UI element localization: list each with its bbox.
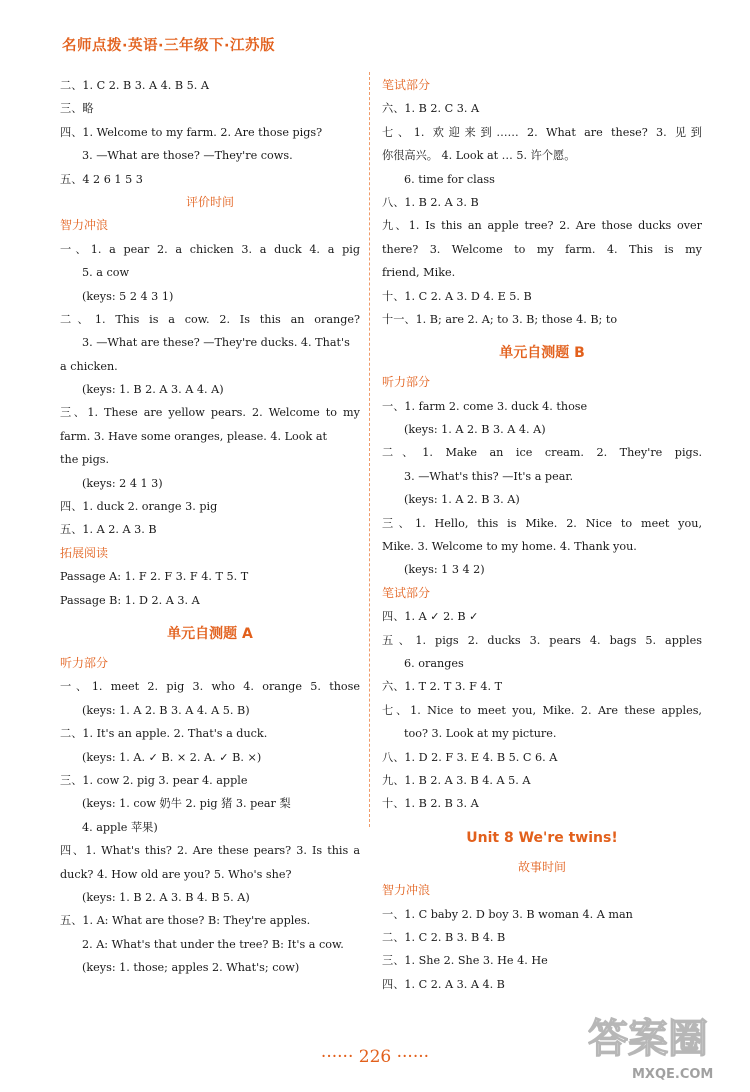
answer-line: 三、1. She 2. She 3. He 4. He — [382, 954, 548, 968]
answer-line: 十一、1. B; are 2. A; to 3. B; those 4. B; to — [382, 312, 618, 326]
answer-line: 二、1. It's an apple. 2. That's a duck. — [60, 727, 268, 741]
column-divider — [369, 72, 370, 827]
subsection-label: 笔试部分 — [382, 78, 431, 92]
answer-line: 2. A: What's that under the tree? B: It's a cow. — [82, 937, 344, 951]
answer-line: 二、1. Make an ice cream. 2. They're pigs. — [382, 446, 702, 460]
answer-line: 3. —What's this? —It's a pear. — [404, 469, 574, 483]
unit-section-heading: Unit 8 We're twins! — [466, 829, 618, 846]
answer-line: too? 3. Look at my picture. — [404, 727, 557, 741]
right-answer-column — [382, 74, 702, 996]
subsection-label: 拓展阅读 — [60, 545, 109, 560]
answer-line: there? 3. Welcome to my farm. 4. This is my — [382, 242, 702, 256]
answer-line: 一、1. a pear 2. a chicken 3. a duck 4. a pig — [60, 242, 360, 256]
answer-line: 四、1. duck 2. orange 3. pig — [60, 500, 218, 514]
answer-line: 6. time for class — [404, 172, 495, 186]
answer-line: 五、1. A: What are those? B: They're apples. — [60, 914, 311, 928]
answer-line: (keys: 1. A 2. B 3. A 4. A) — [404, 423, 546, 437]
subsection-label: 智力冲浪 — [382, 883, 431, 898]
answer-line: 五、4 2 6 1 5 3 — [60, 172, 143, 186]
unit-section-heading: 单元自测题 A — [167, 625, 253, 642]
left-answer-column — [60, 74, 360, 979]
answer-line: 二、1. C 2. B 3. A 4. B 5. A — [60, 79, 209, 92]
answer-line: 二、1. C 2. B 3. B 4. B — [382, 930, 506, 944]
subsection-label: 听力部分 — [382, 375, 431, 390]
page-number-value: 226 — [358, 1047, 392, 1067]
section-title: 故事时间 — [517, 859, 566, 874]
answer-line: (keys: 1. A 2. B 3. A) — [404, 493, 520, 507]
answer-line: 八、1. D 2. F 3. E 4. B 5. C 6. A — [382, 750, 558, 764]
answer-line: 6. oranges — [404, 656, 464, 670]
answer-line: 四、1. C 2. A 3. A 4. B — [382, 977, 505, 991]
answer-line: (keys: 1. cow 奶牛 2. pig 猪 3. pear 梨 — [82, 797, 291, 811]
answer-line: 二、1. This is a cow. 2. Is this an orange? — [60, 312, 360, 326]
answer-line: (keys: 1. A 2. B 3. A 4. A 5. B) — [82, 703, 250, 717]
answer-line: 十、1. B 2. B 3. A — [382, 797, 479, 811]
answer-line: 五、1. pigs 2. ducks 3. pears 4. bags 5. apples — [382, 633, 702, 647]
answer-line: 六、1. B 2. C 3. A — [382, 102, 480, 116]
answer-line: (keys: 1 3 4 2) — [404, 563, 485, 577]
watermark-logo — [588, 1010, 736, 1084]
answer-line: 四、1. What's this? 2. Are these pears? 3. Is this a — [60, 844, 360, 858]
answer-line: (keys: 1. those; apples 2. What's; cow) — [82, 961, 300, 975]
answer-line: farm. 3. Have some oranges, please. 4. Look at — [60, 429, 328, 443]
subsection-label: 听力部分 — [60, 655, 109, 670]
answer-line: 4. apple 苹果) — [82, 820, 158, 834]
subsection-label: 智力冲浪 — [60, 218, 109, 233]
answer-line: 三、略 — [60, 102, 94, 116]
answer-line: 四、1. A ✓ 2. B ✓ — [382, 610, 479, 624]
answer-line: (keys: 1. A. ✓ B. × 2. A. ✓ B. ×) — [82, 750, 262, 764]
answer-line: 5. a cow — [82, 266, 130, 280]
answer-line: 一、1. C baby 2. D boy 3. B woman 4. A man — [382, 907, 633, 921]
answer-line: duck? 4. How old are you? 5. Who's she? — [60, 867, 292, 881]
answer-line: 三、1. Hello, this is Mike. 2. Nice to meet you, — [382, 516, 702, 530]
answer-line: 八、1. B 2. A 3. B — [382, 195, 479, 209]
subsection-label: 笔试部分 — [382, 585, 431, 600]
answer-line: 九、1. B 2. A 3. B 4. A 5. A — [382, 773, 531, 787]
answer-line: Passage A: 1. F 2. F 3. F 4. T 5. T — [60, 570, 249, 584]
answer-line: (keys: 2 4 1 3) — [82, 476, 163, 490]
answer-line: 你很高兴。 4. Look at … 5. 许个愿。 — [382, 149, 576, 163]
answer-line: 七、1. 欢迎来到…… 2. What are these? 3. 见到 — [382, 125, 702, 139]
footer-dots-left: ······ — [320, 1047, 354, 1067]
answer-line: 3. —What are those? —They're cows. — [82, 149, 293, 163]
answer-line: a chicken. — [60, 359, 118, 373]
answer-line: (keys: 5 2 4 3 1) — [82, 289, 174, 303]
unit-section-heading: 单元自测题 B — [499, 345, 585, 362]
answer-line: 九、1. Is this an apple tree? 2. Are those ducks over — [382, 219, 702, 233]
answer-line: 一、1. meet 2. pig 3. who 4. orange 5. those — [60, 680, 360, 694]
answer-line: 六、1. T 2. T 3. F 4. T — [382, 680, 503, 694]
svg-text:MXQE.COM: MXQE.COM — [632, 1067, 714, 1082]
answer-line: 四、1. Welcome to my farm. 2. Are those pigs? — [60, 125, 323, 139]
answer-line: friend, Mike. — [382, 266, 456, 280]
answer-line: (keys: 1. B 2. A 3. B 4. B 5. A) — [82, 890, 250, 904]
section-title: 评价时间 — [185, 194, 234, 209]
answer-line: Passage B: 1. D 2. A 3. A — [60, 593, 200, 607]
book-header: 名师点拨·英语·三年级下·江苏版 — [62, 38, 276, 54]
answer-line: 三、1. cow 2. pig 3. pear 4. apple — [60, 773, 248, 787]
svg-text:答案圈: 答案圈 — [588, 1016, 708, 1062]
answer-line: Mike. 3. Welcome to my home. 4. Thank you. — [382, 540, 637, 554]
answer-line: 三、1. These are yellow pears. 2. Welcome to my — [60, 406, 360, 420]
answer-line: 一、1. farm 2. come 3. duck 4. those — [382, 399, 588, 413]
answer-line: 五、1. A 2. A 3. B — [60, 523, 157, 537]
answer-line: 七、1. Nice to meet you, Mike. 2. Are these apples, — [382, 703, 702, 717]
footer-dots-right: ······ — [396, 1047, 430, 1067]
answer-line: the pigs. — [60, 453, 110, 467]
answer-line: (keys: 1. B 2. A 3. A 4. A) — [82, 383, 224, 397]
answer-line: 3. —What are these? —They're ducks. 4. That's — [82, 336, 350, 350]
answer-line: 十、1. C 2. A 3. D 4. E 5. B — [382, 289, 532, 303]
